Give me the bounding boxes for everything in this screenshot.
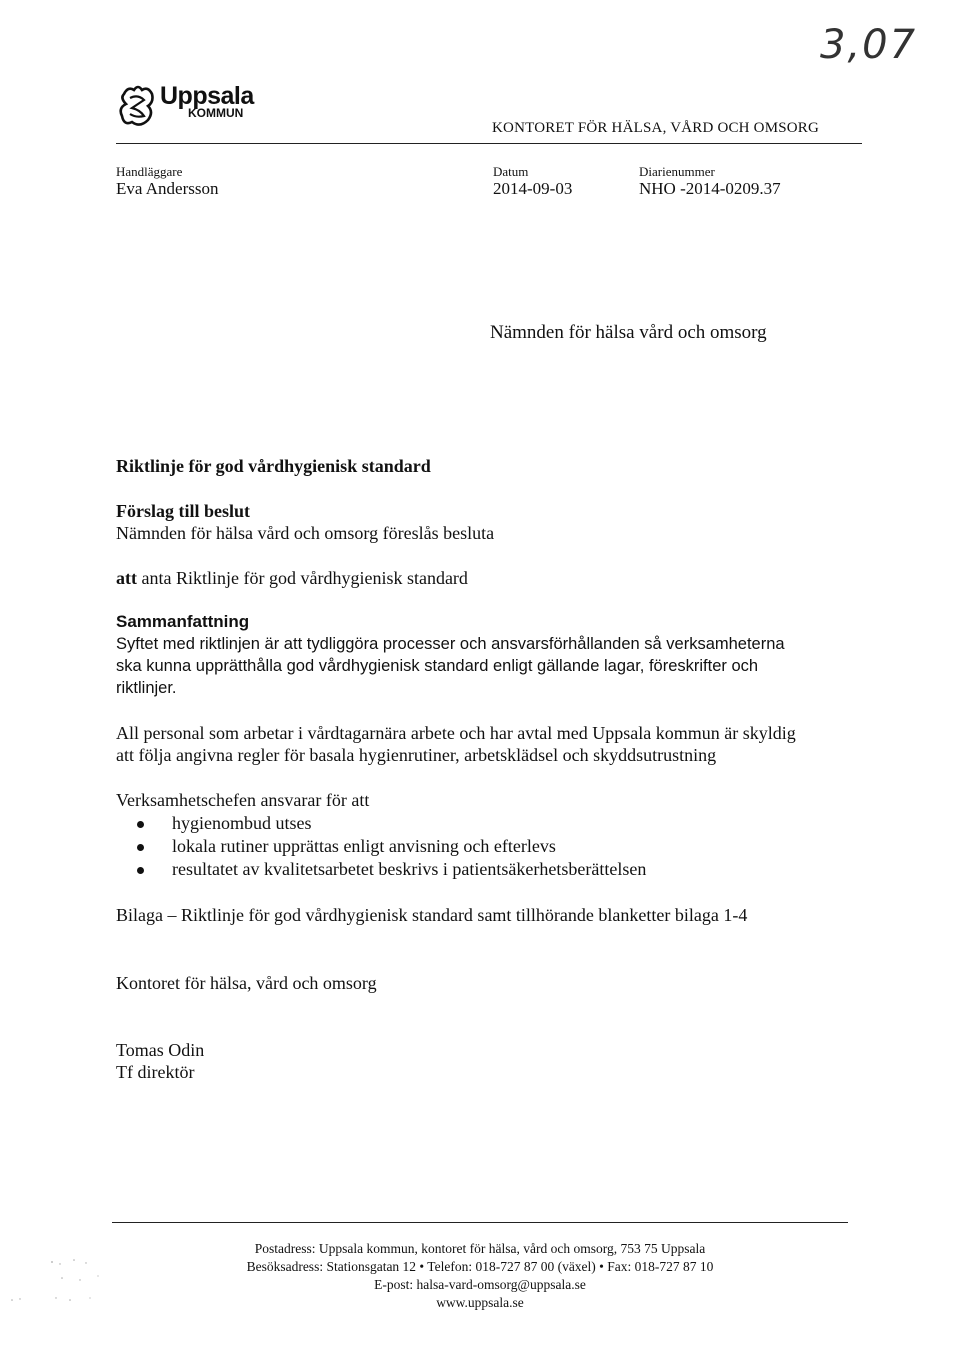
document-title: Riktlinje för god vårdhygienisk standard xyxy=(116,456,431,476)
attachment-line: Bilaga – Riktlinje för god vårdhygienisk standard samt tillhörande blanketter bilaga 1-4 xyxy=(116,905,748,925)
date-value: 2014-09-03 xyxy=(493,179,573,198)
summary-line-2: ska kunna upprätthålla god vårdhygienisk standard enligt gällande lagar, föreskrifter och xyxy=(116,657,759,675)
header-divider xyxy=(116,143,862,144)
handwritten-note: 3,07 xyxy=(820,22,918,68)
att-word: att xyxy=(116,568,137,588)
list-item: resultatet av kvalitetsarbetet beskrivs i patientsäkerhetsberättelsen xyxy=(116,858,816,881)
footer-divider xyxy=(112,1222,848,1223)
office-sign: Kontoret för hälsa, vård och omsorg xyxy=(116,973,377,993)
footer-email: E-post: halsa-vard-omsorg@uppsala.se xyxy=(374,1277,586,1292)
paragraph-line-1: All personal som arbetar i vårdtagarnära arbete och har avtal med Uppsala kommun är skyldig xyxy=(116,723,796,743)
uppsala-logo xyxy=(118,84,268,134)
proposal-line: Nämnden för hälsa vård och omsorg föreslås besluta xyxy=(116,523,495,543)
footer xyxy=(112,1240,848,1312)
logo-name: Uppsala xyxy=(160,82,254,110)
footer-postal: Postadress: Uppsala kommun, kontoret för hälsa, vård och omsorg, 753 75 Uppsala xyxy=(254,1241,706,1256)
proposal-heading: Förslag till beslut xyxy=(116,501,250,521)
responsibility-intro: Verksamhetschefen ansvarar för att xyxy=(116,790,370,810)
summary-line-1: Syftet med riktlinjen är att tydliggöra processer och ansvarsförhållanden så verksamheterna xyxy=(116,635,785,653)
signer-title: Tf direktör xyxy=(116,1062,195,1082)
handler-value: Eva Andersson xyxy=(116,179,219,198)
list-item: lokala rutiner upprättas enligt anvisning och efterlevs xyxy=(116,835,816,858)
diary-value: NHO -2014-0209.37 xyxy=(639,179,781,198)
scan-speckles xyxy=(0,1250,110,1310)
logo-subtitle: KOMMUN xyxy=(188,106,244,120)
handler-label: Handläggare xyxy=(116,164,183,179)
office-name: KONTORET FÖR HÄLSA, VÅRD OCH OMSORG xyxy=(492,120,820,136)
paragraph-line-2: att följa angivna regler för basala hygienrutiner, arbetsklädsel och skyddsutrustning xyxy=(116,745,717,765)
recipient: Nämnden för hälsa vård och omsorg xyxy=(490,322,767,343)
list-item: hygienombud utses xyxy=(116,812,816,835)
decision-text: anta Riktlinje för god vårdhygienisk standard xyxy=(137,568,468,588)
footer-website: www.uppsala.se xyxy=(436,1295,524,1310)
footer-visit: Besöksadress: Stationsgatan 12 • Telefon: 018-727 87 00 (växel) • Fax: 018-727 87 10 xyxy=(246,1259,714,1274)
uppsala-crest-icon xyxy=(118,84,158,130)
date-label: Datum xyxy=(493,164,529,179)
signer-name: Tomas Odin xyxy=(116,1040,205,1060)
proposal-decision xyxy=(116,567,468,589)
responsibility-list xyxy=(116,812,816,881)
summary-heading: Sammanfattning xyxy=(116,612,250,631)
diary-label: Diarienummer xyxy=(639,164,715,179)
summary-line-3: riktlinjer. xyxy=(116,679,177,697)
